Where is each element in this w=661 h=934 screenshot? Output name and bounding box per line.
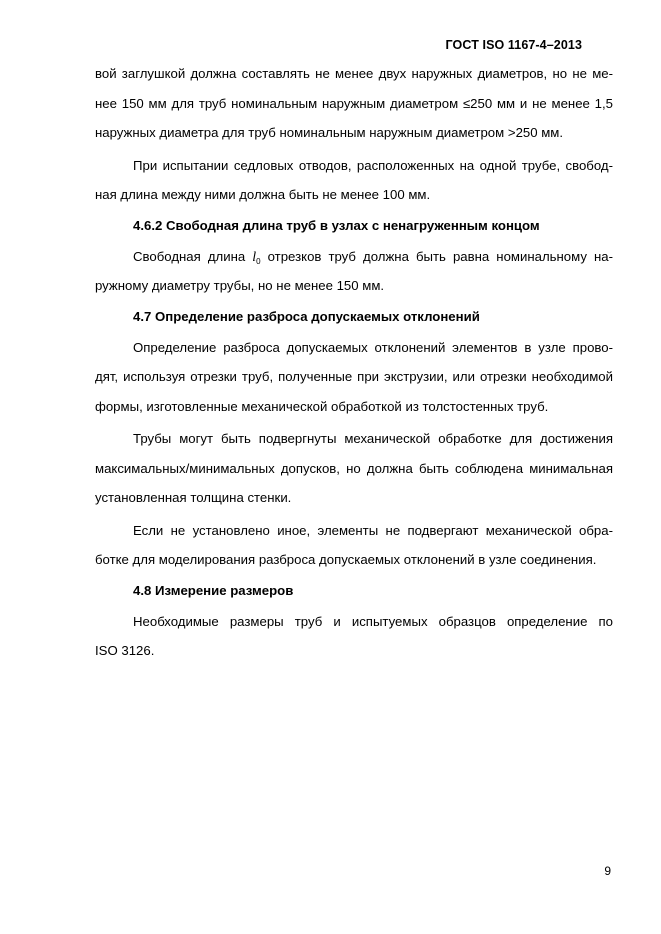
variable-subscript: 0 bbox=[256, 256, 261, 266]
text-line: установленная толщина стенки. bbox=[95, 490, 292, 505]
section-heading: 4.6.2 Свободная длина труб в узлах с ненагруженным концом bbox=[133, 217, 540, 233]
variable-symbol: l bbox=[252, 249, 257, 265]
text-line: ружному диаметру трубы, но не менее 150 мм. bbox=[95, 278, 385, 293]
text-line: ная длина между ними должна быть не менее 100 мм. bbox=[95, 187, 431, 202]
text-line: При испытании седловых отводов, расположенных на одной трубе, свобод- bbox=[133, 157, 613, 173]
text-line: Если не установлено иное, элементы не подвергают механической обра- bbox=[133, 522, 613, 538]
text-line: ботке для моделирования разброса допускаемых отклонений в узле соединения. bbox=[95, 552, 597, 567]
text-line: Необходимые размеры труб и испытуемых образцов определение по bbox=[133, 613, 613, 629]
page-number: 9 bbox=[604, 864, 611, 878]
text-line: максимальных/минимальных допусков, но должна быть соблюдена минимальная bbox=[95, 460, 613, 476]
text-line: наружных диаметра для труб номинальным наружным диаметром >250 мм. bbox=[95, 125, 564, 140]
paragraph bbox=[95, 151, 613, 210]
document-header: ГОСТ ISO 1167-4–2013 bbox=[445, 38, 582, 52]
section-heading: 4.7 Определение разброса допускаемых отклонений bbox=[133, 308, 480, 324]
text-fragment: Свободная длина bbox=[133, 248, 253, 264]
paragraph bbox=[95, 242, 613, 301]
paragraph bbox=[95, 516, 613, 575]
document-body bbox=[95, 59, 613, 666]
paragraph bbox=[95, 424, 613, 513]
text-line: дят, используя отрезки труб, полученные при экструзии, или отрезки необходимой bbox=[95, 369, 613, 384]
text-line: нее 150 мм для труб номинальным наружным диаметром ≤250 мм и не менее 1,5 bbox=[95, 95, 613, 111]
text-line: Определение разброса допускаемых отклонений элементов в узле прово- bbox=[133, 339, 613, 355]
paragraph bbox=[95, 607, 613, 666]
paragraph bbox=[95, 59, 613, 148]
text-line bbox=[95, 242, 613, 272]
text-fragment: отрезков труб должна быть равна номинальному на- bbox=[260, 248, 613, 264]
text-line: формы, изготовленные механической обработкой из толстостенных труб. bbox=[95, 398, 549, 414]
text-line: Трубы могут быть подвергнуты механической обработке для достижения bbox=[133, 431, 613, 446]
text-line: ISO 3126. bbox=[95, 643, 155, 658]
section-heading: 4.8 Измерение размеров bbox=[133, 582, 294, 598]
text-line: вой заглушкой должна составлять не менее двух наружных диаметров, но не ме- bbox=[95, 66, 613, 81]
paragraph bbox=[95, 333, 613, 422]
